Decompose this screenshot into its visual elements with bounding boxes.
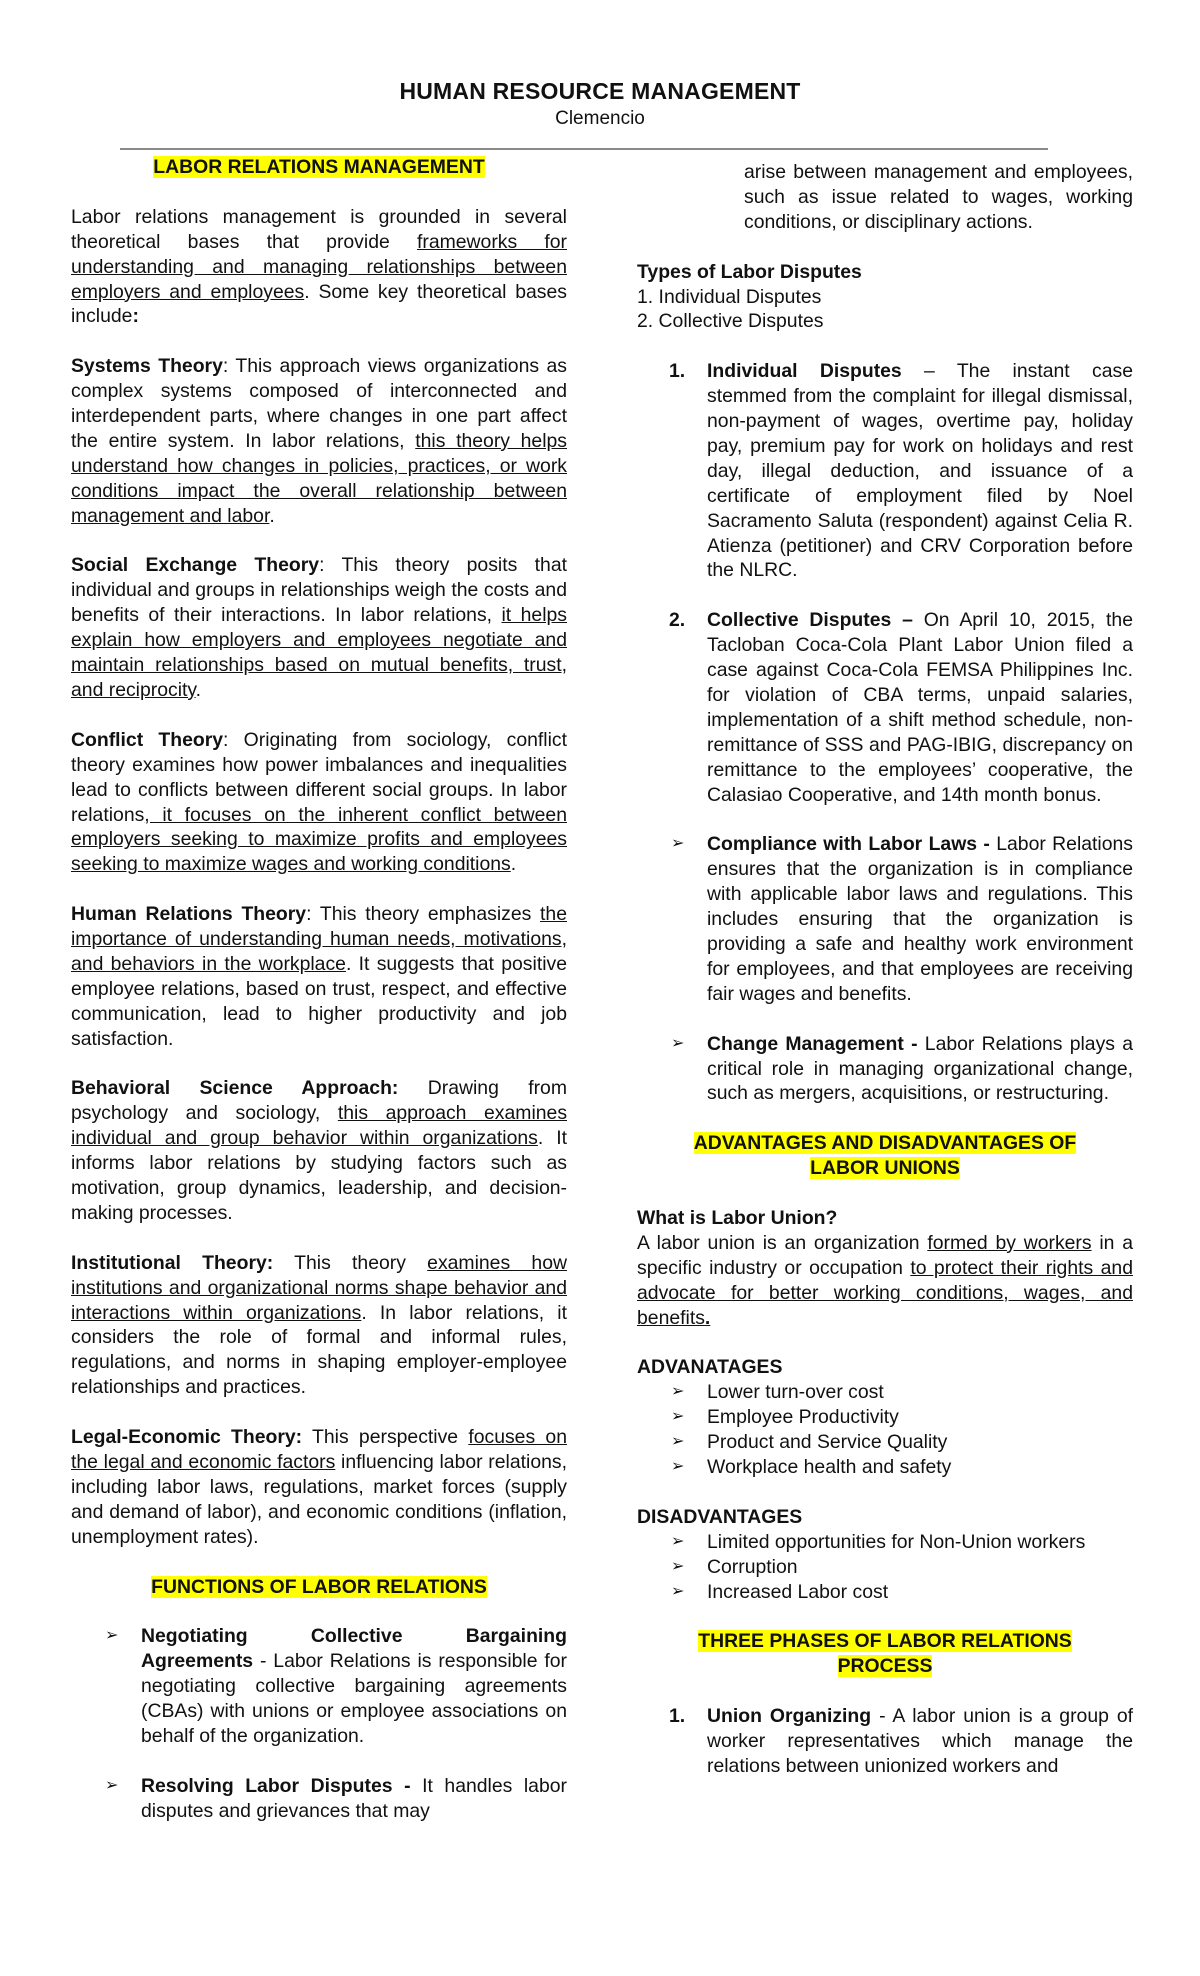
arrow-bullet-icon: ➢ [671, 1408, 685, 1426]
labor-union-definition: A labor union is an organization formed by workers in a specific industry or occupation to protect their rights and advocate for better working conditions, wages, and benefits. [637, 1231, 1134, 1329]
phase-item-union-organizing: 1. Union Organizing - A labor union is a group of worker representatives which manage the relations between unionized workers and [669, 1705, 1133, 1777]
section-heading-three-phases: THREE PHASES OF LABOR RELATIONS PROCESS [698, 1630, 1072, 1678]
disadvantages-label: DISADVANTAGES [637, 1505, 803, 1528]
list-item: ➢ Product and Service Quality [671, 1431, 948, 1454]
arrow-bullet-icon: ➢ [671, 1458, 685, 1475]
list-item: ➢ Employee Productivity [671, 1406, 899, 1429]
list-item: ➢ Workplace health and safety [671, 1456, 952, 1478]
document-author: Clemencio [555, 108, 645, 129]
types-list-item: 1. Individual Disputes [637, 285, 822, 308]
arrow-bullet-icon: ➢ [671, 1532, 685, 1550]
arrow-bullet-icon: ➢ [671, 1557, 685, 1575]
list-item: ➢ Increased Labor cost [671, 1580, 889, 1603]
legal-economic-theory-paragraph: Legal-Economic Theory: This perspective focuses on the legal and economic factors influencing labor relations, including labor laws, regulations, market forces (supply and demand of labor), and economic conditions (inflation, unemployment rates). [71, 1426, 567, 1548]
institutional-theory-paragraph: Institutional Theory: This theory examines how institutions and organizational norms shape behavior and interactions within organizations. In labor relations, it considers the role of formal and informal rules, regulations, and norms in shaping employer-employee relationships and practices. [71, 1251, 567, 1399]
human-relations-theory-paragraph: Human Relations Theory: This theory emphasizes the importance of understanding human needs, motivations, and behaviors in the workplace. It suggests that positive employee relations, based on trust, respect, and effective communication, lead to higher productivity and job satisfaction. [71, 903, 568, 1050]
section-heading-advantages: ADVANTAGES AND DISADVANTAGES OF LABOR UNIONS [693, 1132, 1077, 1180]
function-item-compliance: ➢ Compliance with Labor Laws - Labor Relations ensures that the organization is in compliance with applicable labor laws and regulations. This includes ensuring that the organization is providing a safe and healthy work environment for employees, and that employees are receiving fair wages and benefits. [671, 833, 1133, 1005]
individual-disputes-item: 1. Individual Disputes – The instant case stemmed from the complaint for illegal dismissal, non-payment of wages, overtime pay, holiday pay, premium pay for work on holidays and rest day, illegal deduction, and issuance of a certificate of employment filed by Noel Sacramento Saluta (respondent) against Celia R. Atienza (petitioner) and CRV Corporation before the NLRC. [669, 360, 1133, 582]
header-divider [120, 148, 1048, 150]
intro-paragraph: Labor relations management is grounded in several theoretical bases that provide frameworks for understanding and managing relationships between employers and employees. Some key theoretical bases include: [71, 205, 568, 328]
arrow-bullet-icon: ➢ [671, 1582, 685, 1600]
behavioral-science-paragraph: Behavioral Science Approach: Drawing from psychology and sociology, this approach examines individual and group behavior within organizations. It informs labor relations by studying factors such as motivation, group dynamics, leadership, and decision-making processes. [71, 1077, 568, 1224]
arrow-bullet-icon: ➢ [105, 1627, 119, 1645]
collective-disputes-item: 2. Collective Disputes – On April 10, 2015, the Tacloban Coca-Cola Plant Labor Union filed a case against Coca-Cola FEMSA Philippines Inc. for violation of CBA terms, unpaid salaries, implementation of a shift method schedule, non-remittance of SSS and PAG-IBIG, discrepancy on remittance to the employees’ cooperative, the Calasiao Cooperative, and 14th month bonus. [669, 609, 1133, 806]
arrow-bullet-icon: ➢ [105, 1776, 119, 1794]
systems-theory-paragraph: Systems Theory: This approach views organizations as complex systems composed of interconnected and interdependent parts, where changes in one part affect the entire system. In labor relations, this theory helps understand how changes in policies, practices, or work conditions impact the overall relationship between management and labor. [71, 355, 567, 527]
types-of-disputes-heading: Types of Labor Disputes [637, 260, 862, 283]
right-column [637, 160, 1133, 1779]
section-heading-functions: FUNCTIONS OF LABOR RELATIONS [151, 1575, 487, 1598]
list-item: ➢ Limited opportunities for Non-Union workers [671, 1530, 1086, 1553]
arrow-bullet-icon: ➢ [671, 835, 685, 853]
list-item: ➢ Corruption [671, 1555, 798, 1578]
conflict-theory-paragraph: Conflict Theory: Originating from sociology, conflict theory examines how power imbalances and inequalities lead to conflicts between different social groups. In labor relations, it focuses on the inherent conflict between employers seeking to maximize profits and employees seeking to maximize wages and working conditions. [71, 728, 567, 876]
function-item-change-management: ➢ Change Management - Labor Relations plays a critical role in managing organizational change, such as mergers, acquisitions, or restructuring. [671, 1032, 1133, 1105]
arrow-bullet-icon: ➢ [671, 1383, 685, 1401]
section-heading-labor-relations-management: LABOR RELATIONS MANAGEMENT [153, 156, 485, 178]
arrow-bullet-icon: ➢ [671, 1433, 685, 1451]
left-column [71, 155, 567, 1824]
advantages-label: ADVANATAGES [637, 1356, 783, 1379]
social-exchange-theory-paragraph: Social Exchange Theory: This theory posits that individual and groups in relationships weigh the costs and benefits of their interactions. In labor relations, it helps explain how employers and employees negotiate and maintain relationships based on mutual benefits, trust, and reciprocity. [71, 554, 567, 701]
types-list-item: 2. Collective Disputes [637, 310, 824, 333]
list-item: ➢ Lower turn-over cost [671, 1381, 884, 1404]
function-item-resolving-disputes-continued: arise between management and employees, such as issue related to wages, working conditions, or disciplinary actions. [744, 161, 1133, 233]
what-is-labor-union-heading: What is Labor Union? [637, 1206, 838, 1229]
function-item-negotiating-cba: ➢ Negotiating Collective Bargaining Agreements - Labor Relations is responsible for negotiating collective bargaining agreements (CBAs) with unions or employee associations on behalf of the organization. [105, 1625, 567, 1747]
arrow-bullet-icon: ➢ [671, 1034, 685, 1052]
function-item-resolving-disputes: ➢ Resolving Labor Disputes - It handles labor disputes and grievances that may [105, 1774, 567, 1822]
document-title: HUMAN RESOURCE MANAGEMENT [399, 78, 801, 104]
